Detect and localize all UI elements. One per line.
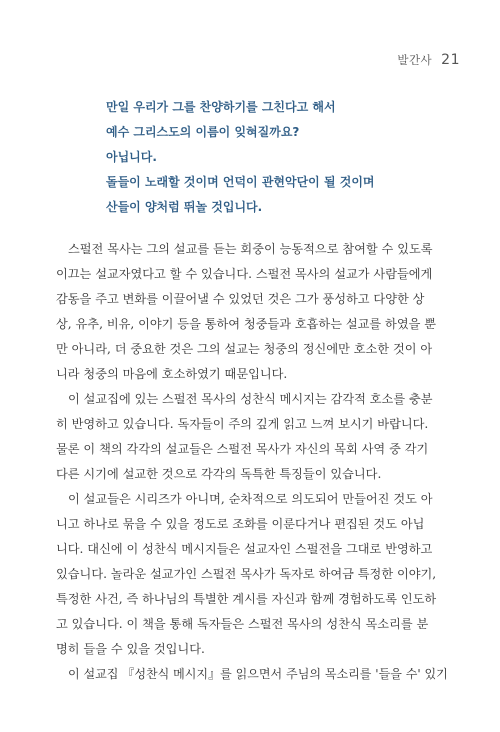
text-line: 특정한 사건, 즉 하나님의 특별한 계시를 자신과 함께 경험하도록 인도하	[56, 592, 437, 606]
text-line: 스펄전 목사는 그의 설교를 듣는 회중이 능동적으로 참여할 수 있도록	[68, 242, 433, 256]
text-line: 이 설교집 『성찬식 메시지』를 읽으면서 주님의 목소리를 '들을 수' 있기	[68, 667, 448, 681]
text-line: 이 설교집에 있는 스펄전 목사의 성찬식 메시지는 감각적 호소를 충분	[68, 392, 433, 406]
text-line: 니라 청중의 마음에 호소하였기 때문입니다.	[56, 367, 288, 381]
page-number: 21	[441, 52, 460, 68]
quote-line: 돌들이 노래할 것이며 언덕이 관현악단이 될 것이며	[106, 175, 375, 189]
quote-line: 산들이 양처럼 뛰놀 것입니다.	[106, 200, 263, 214]
text-line: 상, 유추, 비유, 이야기 등을 통하여 청중들과 호흡하는 설교를 하였을 뿐	[56, 317, 437, 331]
text-line: 만 아니라, 더 중요한 것은 그의 설교는 청중의 정신에만 호소한 것이 아	[56, 342, 433, 356]
text-line: 물론 이 책의 각각의 설교들은 스펄전 목사가 자신의 목회 사역 중 각기	[56, 442, 429, 456]
text-line: 명히 들을 수 있을 것입니다.	[56, 642, 205, 656]
highlighted-quote	[106, 99, 466, 224]
text-line: 니다. 대신에 이 성찬식 메시지들은 설교자인 스펄전을 그대로 반영하고	[56, 542, 433, 556]
text-line: 이끄는 설교자였다고 할 수 있습니다. 스펄전 목사의 설교가 사람들에게	[56, 267, 433, 281]
running-head-title: 발간사	[397, 53, 433, 67]
running-head	[397, 52, 460, 68]
body-text	[56, 237, 448, 687]
text-line: 니고 하나로 묶을 수 있을 정도로 조화를 이룬다거나 편집된 것도 아닙	[56, 517, 425, 531]
text-line: 고 있습니다. 이 책을 통해 독자들은 스펄전 목사의 성찬식 목소리를 분	[56, 617, 429, 631]
text-line: 이 설교들은 시리즈가 아니며, 순차적으로 의도되어 만들어진 것도 아	[68, 492, 433, 506]
quote-line: 만일 우리가 그를 찬양하기를 그친다고 해서	[106, 100, 336, 114]
text-line: 있습니다. 놀라운 설교가인 스펄전 목사가 독자로 하여금 특정한 이야기,	[56, 567, 437, 581]
text-line: 감동을 주고 변화를 이끌어낼 수 있었던 것은 그가 풍성하고 다양한 상	[56, 292, 425, 306]
text-line: 히 반영하고 있습니다. 독자들이 주의 깊게 읽고 느껴 보시기 바랍니다.	[56, 417, 429, 431]
quote-line: 예수 그리스도의 이름이 잊혀질까요?	[106, 125, 300, 139]
quote-line: 아닙니다.	[106, 150, 157, 164]
text-line: 다른 시기에 설교한 것으로 각각의 독특한 특징들이 있습니다.	[56, 467, 382, 481]
